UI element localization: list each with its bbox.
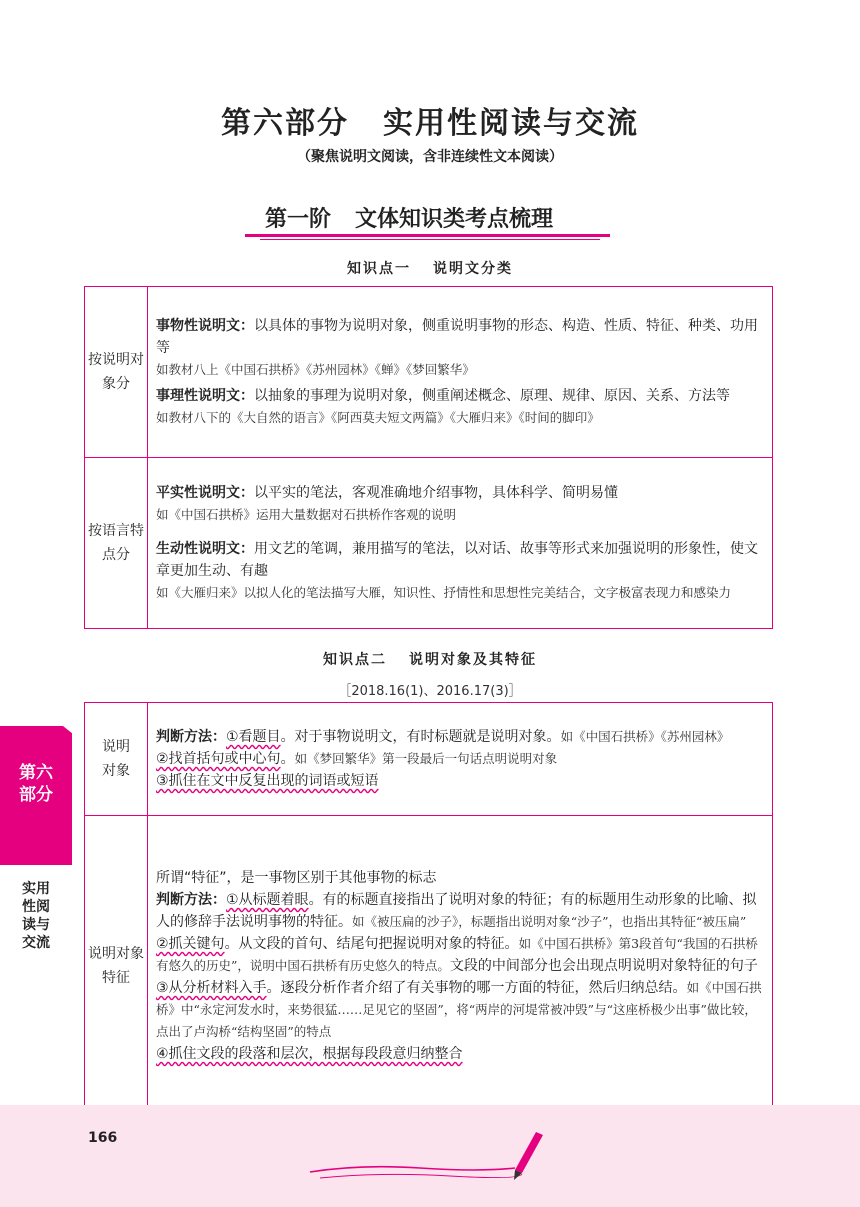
method-lead: 判断方法：	[156, 892, 226, 908]
method-highlight: ③从分析材料入手	[156, 980, 267, 996]
type-item	[156, 482, 764, 504]
method-example: 如《梦回繁华》第一段最后一句话点明说明对象	[294, 751, 558, 766]
stage-heading	[245, 200, 610, 246]
section-tab	[0, 726, 72, 865]
method-highlight: ①看题目	[226, 729, 281, 745]
classification-table	[84, 286, 773, 629]
knowledge-point-2-heading	[0, 649, 860, 669]
intro-line: 所谓“特征”，是一事物区别于其他事物的标志	[156, 870, 437, 886]
method-line	[156, 770, 764, 792]
stage-underline-thin	[260, 239, 600, 240]
row-label-text: 说明对象	[102, 739, 130, 779]
object-feature-table	[84, 702, 773, 1117]
method-example: 如《中国石拱桥》《苏州园林》	[560, 729, 730, 744]
method-line	[156, 726, 764, 748]
stage-number: 第一阶	[265, 206, 332, 232]
method-highlight: ①从标题着眼	[226, 892, 309, 908]
exam-reference: ［2018.16(1)、2016.17(3)］	[338, 684, 522, 699]
method-line	[156, 933, 764, 977]
section-tab-label	[0, 762, 72, 806]
method-text: 。逐段分析作者介绍了有关事物的哪一方面的特征，然后归纳总结。	[266, 980, 687, 996]
row-label	[85, 287, 148, 458]
type-example: 如《中国石拱桥》运用大量数据对石拱桥作客观的说明	[156, 507, 457, 522]
type-term: 事理性说明文：	[156, 388, 254, 404]
type-term: 生动性说明文：	[156, 541, 254, 557]
title-part: 第六部分	[221, 106, 349, 141]
knowledge-point-1-heading	[0, 258, 860, 278]
type-example: 如教材八下的《大自然的语言》《阿西莫夫短文两篇》《大雁归来》《时间的脚印》	[156, 410, 600, 425]
method-text: 。对于事物说明文，有时标题就是说明对象。	[280, 729, 561, 745]
row-content	[148, 458, 773, 629]
method-line	[156, 1043, 764, 1065]
row-label-text: 按语言特点分	[88, 523, 144, 563]
section-tab-text: 第六部分	[19, 763, 53, 805]
row-label-text: 按说明对象分	[88, 352, 144, 392]
kp2-name: 说明对象及其特征	[409, 652, 537, 668]
method-text: 。	[280, 751, 295, 767]
type-item	[156, 538, 764, 582]
page-number: 166	[88, 1130, 118, 1146]
method-text: 。有的标题直接指出了说明对象的特征；有的标题用生动形象的比喻、拟人的修辞手法说明事物的特征。	[156, 892, 757, 930]
stage-underline	[245, 234, 610, 237]
row-content	[148, 287, 773, 458]
method-example: 如《被压扁的沙子》，标题指出说明对象“沙子”，也指出其特征“被压扁”	[352, 914, 747, 929]
page-title	[0, 98, 860, 142]
pen-icon	[300, 1128, 560, 1188]
kp1-name: 说明文分类	[433, 261, 513, 277]
tab-notch	[63, 726, 73, 734]
table-row	[85, 816, 773, 1117]
method-highlight: ②抓关键句	[156, 936, 225, 952]
page-subtitle: （聚焦说明文阅读，含非连续性文本阅读）	[297, 149, 563, 165]
title-main: 实用性阅读与交流	[383, 106, 639, 141]
row-label	[85, 816, 148, 1117]
kp1-number: 知识点一	[347, 261, 411, 277]
type-term: 平实性说明文：	[156, 485, 254, 501]
method-line	[156, 889, 764, 933]
type-item	[156, 315, 764, 359]
row-label	[85, 458, 148, 629]
row-label	[85, 703, 148, 816]
method-line	[156, 977, 764, 1043]
type-term: 事物性说明文：	[156, 318, 254, 334]
kp2-number: 知识点二	[323, 652, 387, 668]
section-topic	[0, 880, 72, 952]
type-desc: 用文艺的笔调，兼用描写的笔法，以对话、故事等形式来加强说明的形象性，使文章更加生动、有趣	[156, 541, 758, 579]
method-lead: 判断方法：	[156, 729, 226, 745]
type-desc: 以抽象的事理为说明对象，侧重阐述概念、原理、规律、原因、关系、方法等	[254, 388, 730, 404]
method-highlight: ③抓住在文中反复出现的词语或短语	[156, 773, 379, 789]
row-content	[148, 703, 773, 816]
type-desc: 以具体的事物为说明对象，侧重说明事物的形态、构造、性质、特征、种类、功用等	[156, 318, 758, 356]
method-text: 。从文段的首句、结尾句把握说明对象的特征。	[224, 936, 519, 952]
method-highlight: ②找首括句或中心句	[156, 751, 281, 767]
type-example: 如教材八上《中国石拱桥》《苏州园林》《蝉》《梦回繁华》	[156, 362, 475, 377]
type-example: 如《大雁归来》以拟人化的笔法描写大雁，知识性、抒情性和思想性完美结合，文字极富表现力和感染力	[156, 585, 732, 600]
table-row	[85, 458, 773, 629]
method-example: 如《中国石拱桥》中“永定河发水时，来势很猛……足见它的坚固”，将“两岸的河堤常被冲毁”与“这座桥极少出事”做比较，点出了卢沟桥“结构坚固”的特点	[156, 980, 762, 1039]
method-example: 如《中国石拱桥》第3段首句“我国的石拱桥有悠久的历史”，说明中国石拱桥有历史悠久的特点。	[156, 936, 758, 973]
type-item	[156, 385, 764, 407]
table-row	[85, 287, 773, 458]
table-row	[85, 703, 773, 816]
row-content	[148, 816, 773, 1117]
section-topic-text: 实用性阅读与交流	[22, 881, 50, 951]
method-highlight: ④抓住文段的段落和层次，根据每段段意归纳整合	[156, 1046, 463, 1062]
method-text: 文段的中间部分也会出现点明说明对象特征的句子	[449, 958, 758, 974]
row-label-text: 说明对象特征	[88, 946, 144, 986]
method-line	[156, 748, 764, 770]
type-desc: 以平实的笔法，客观准确地介绍事物，具体科学、简明易懂	[254, 485, 618, 501]
stage-title: 文体知识类考点梳理	[355, 206, 554, 232]
